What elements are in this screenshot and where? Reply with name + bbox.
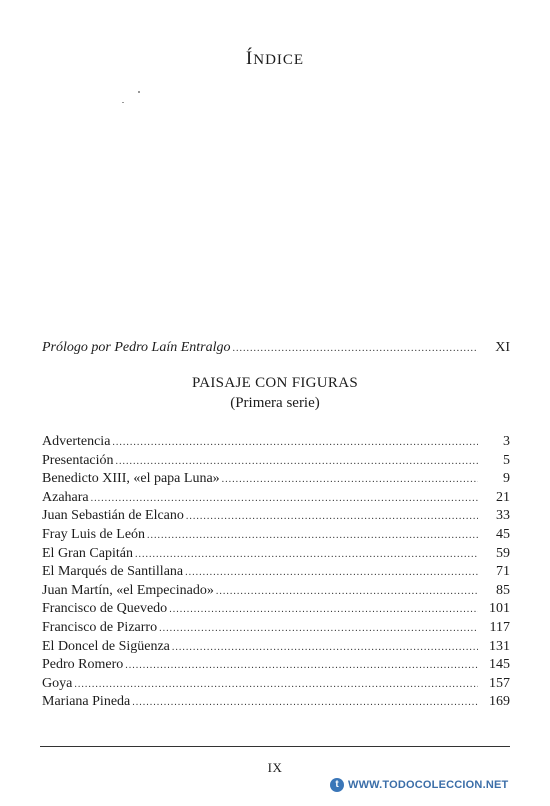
toc-entry-page: 101 — [489, 601, 510, 617]
toc-entry-label: El Gran Capitán — [42, 545, 133, 561]
toc-entry-page: 71 — [496, 564, 510, 580]
toc-prologo-label: Prólogo por Pedro Laín Entralgo — [42, 340, 231, 355]
dot-leader — [132, 694, 478, 712]
section-title: PAISAJE CON FIGURAS — [191, 375, 359, 391]
dot-leader — [216, 583, 478, 601]
dot-leader — [125, 657, 478, 675]
toc-entry — [42, 675, 510, 693]
toc-entry-label: El Doncel de Sigüenza — [42, 638, 170, 654]
print-speck — [122, 102, 124, 103]
toc-entry-label: Juan Sebastián de Elcano — [42, 508, 184, 524]
footer-rule — [40, 746, 510, 747]
toc-entry-page: 21 — [496, 489, 510, 505]
toc-entry-label: Benedicto XIII, «el papa Luna» — [42, 471, 220, 487]
toc-entry-page: 45 — [496, 527, 510, 542]
print-speck — [138, 91, 140, 93]
section-subtitle: (Primera serie) — [230, 395, 320, 411]
toc-entry-label: Advertencia — [42, 434, 111, 449]
toc-entry — [42, 600, 510, 618]
dot-leader — [233, 340, 479, 358]
toc-entry-label: Goya — [42, 675, 73, 691]
toc-entry — [42, 489, 510, 507]
watermark — [330, 776, 545, 794]
toc-entry-page: 117 — [489, 620, 510, 635]
toc-entry-page: 85 — [496, 582, 510, 598]
dot-leader — [116, 453, 478, 471]
dot-leader — [172, 639, 478, 657]
toc-entry — [42, 693, 510, 711]
watermark-text: WWW.TODOCOLECCION.NET — [348, 779, 509, 791]
toc-entry-page: 5 — [503, 452, 510, 468]
toc-entry — [42, 433, 510, 451]
toc-entry-page: 3 — [503, 434, 510, 449]
title-initial: Í — [245, 48, 254, 69]
toc-entry — [42, 526, 510, 544]
toc-entry-label: Francisco de Quevedo — [42, 601, 168, 617]
toc-entry — [42, 563, 510, 581]
toc-entry-label: Pedro Romero — [42, 657, 124, 673]
dot-leader — [147, 527, 478, 545]
toc-entry-label: Juan Martín, «el Empecinado» — [42, 582, 214, 598]
page-title — [0, 48, 550, 70]
toc-entry — [42, 470, 510, 488]
watermark-logo-icon: t — [330, 778, 344, 792]
toc-prologo — [42, 339, 510, 357]
toc-entry — [42, 656, 510, 674]
dot-leader — [112, 434, 478, 452]
toc-entry-label: Mariana Pineda — [42, 694, 131, 710]
toc-entry-label: Fray Luis de León — [42, 527, 146, 542]
dot-leader — [222, 471, 478, 489]
toc-entry-page: 131 — [489, 638, 510, 654]
toc-entry — [42, 582, 510, 600]
toc-entry-label: El Marqués de Santillana — [42, 564, 184, 580]
toc-entry — [42, 638, 510, 656]
title-rest: NDICE — [253, 52, 305, 68]
toc-entry-page: 169 — [489, 694, 510, 710]
toc-prologo-page: XI — [495, 340, 510, 355]
toc-entry-label: Francisco de Pizarro — [42, 620, 158, 635]
toc-entry-label: Azahara — [42, 489, 89, 505]
toc-entry-page: 157 — [489, 675, 510, 691]
dot-leader — [159, 620, 478, 638]
toc-entry — [42, 507, 510, 525]
page-folio: IX — [267, 760, 283, 775]
dot-leader — [135, 546, 478, 564]
toc-entry-page: 9 — [503, 471, 510, 487]
toc-entry — [42, 545, 510, 563]
dot-leader — [169, 601, 478, 619]
dot-leader — [91, 490, 478, 508]
dot-leader — [185, 564, 478, 582]
toc-entry-page: 59 — [496, 545, 510, 561]
toc-entry-page: 145 — [489, 657, 510, 673]
toc-entry-label: Presentación — [42, 452, 114, 468]
toc-entry — [42, 619, 510, 637]
toc-entry-page: 33 — [496, 508, 510, 524]
toc-entry — [42, 452, 510, 470]
dot-leader — [186, 508, 478, 526]
dot-leader — [74, 676, 478, 694]
